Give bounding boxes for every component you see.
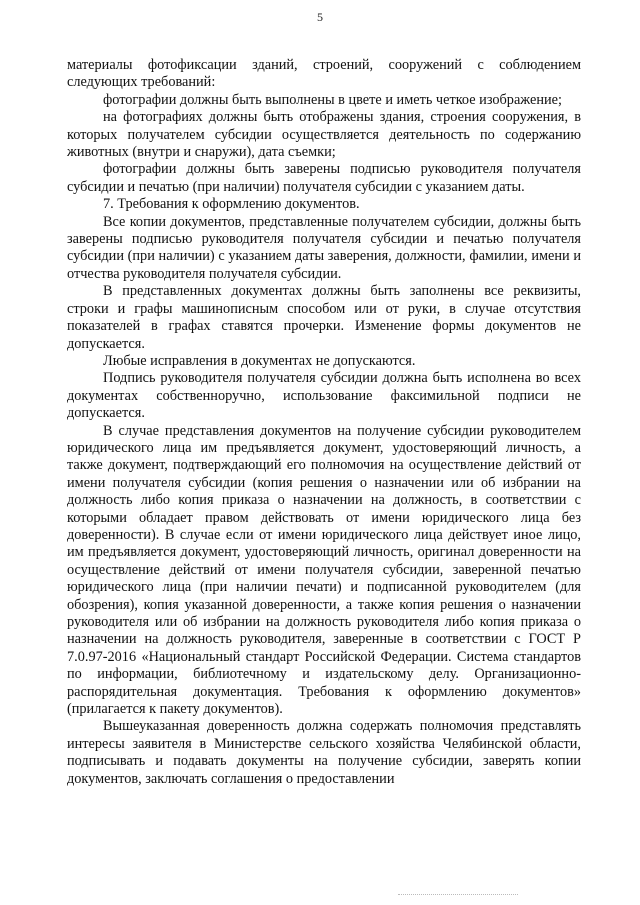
paragraph: Любые исправления в документах не допускаются. <box>103 352 416 369</box>
paragraph: Все копии документов, представленные получателем субсидии, должны быть заверены подписью руководителя получателя субсидии и печатью получателя субсидии (при наличии) с указанием даты заверения, должности, фамилии, имени и отчества руководителя получателя субсидии. <box>67 213 581 282</box>
paragraph: фотографии должны быть заверены подписью руководителя получателя субсидии и печатью (при наличии) получателя субсидии с указанием даты. <box>67 161 581 195</box>
paragraph: материалы фотофиксации зданий, строений, сооружений с соблюдением следующих требований: <box>67 57 581 91</box>
document-body <box>67 57 581 788</box>
scan-edge-mark <box>398 894 518 895</box>
page-number: 5 <box>317 10 323 24</box>
paragraph: В представленных документах должны быть заполнены все реквизиты, строки и графы машинописным способом или от руки, в случае отсутствия показателей в графах ставятся прочерки. Изменение формы документов не допускается. <box>67 283 581 352</box>
paragraph: Подпись руководителя получателя субсидии должна быть исполнена во всех документах собственноручно, использование факсимильной подписи не допускается. <box>67 370 581 422</box>
paragraph: фотографии должны быть выполнены в цвете и иметь четкое изображение; <box>103 91 562 108</box>
section-heading: 7. Требования к оформлению документов. <box>103 196 360 213</box>
paragraph: Вышеуказанная доверенность должна содержать полномочия представлять интересы заявителя в Министерстве сельского хозяйства Челябинской области, подписывать и подавать документы на получение субсидии, заверять копии документов, заключать соглашения о предоставлении <box>67 718 581 787</box>
paragraph: на фотографиях должны быть отображены здания, строения сооружения, в которых получателем субсидии осуществляется деятельность по содержанию животных (внутри и снаружи), дата съемки; <box>67 109 581 161</box>
paragraph: В случае представления документов на получение субсидии руководителем юридического лица им предъявляется документ, удостоверяющий личность, а также документ, подтверждающий его полномочия на осуществление действий от имени получателя субсидии (копия решения о назначении или об избрании на должность либо копия приказа о назначении на должность, в соответствии с которыми обладает правом действовать от имени юридического лица без доверенности). В случае если от имени юридического лица действует иное лицо, им предъявляется документ, удостоверяющий личность, оригинал доверенности на осуществление действий от имени получателя субсидии, заверенной печатью юридического лица (при наличии печати) и подписанной руководителем (для обозрения), копия указанной доверенности, а также копия решения о назначении руководителя или об избрании на должность руководителя либо копия приказа о назначении на должность руководителя, заверенные в соответствии с ГОСТ Р 7.0.97-2016 «Национальный стандарт Российской Федерации. Система стандартов по информации, библиотечному и издательскому делу. Организационно-распорядительная документация. Требования к оформлению документов» (прилагается к пакету документов). <box>67 422 581 718</box>
